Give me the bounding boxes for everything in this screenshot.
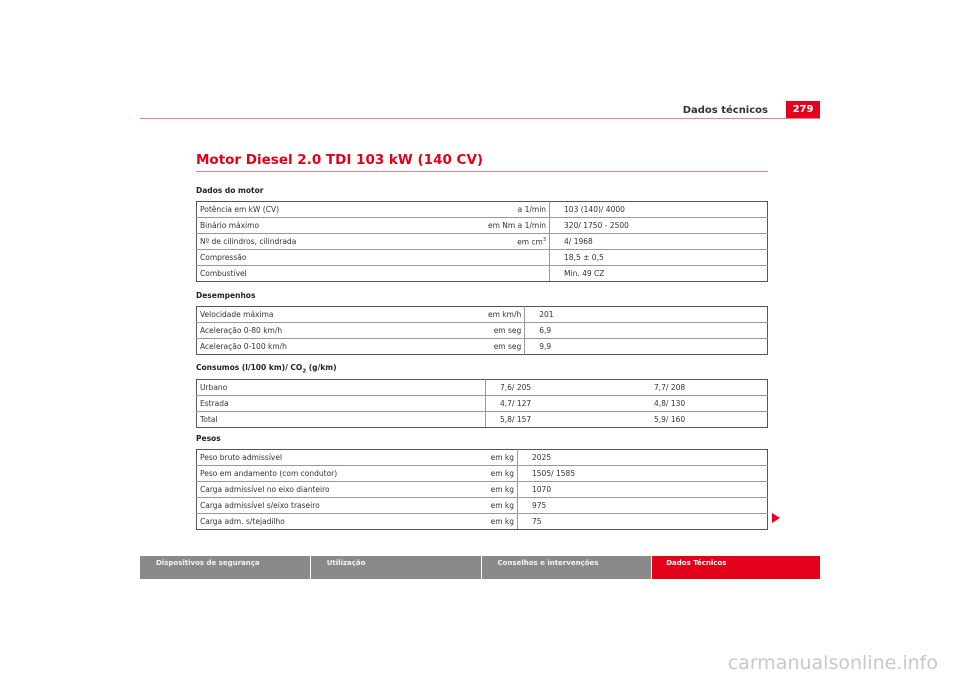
header-divider (140, 118, 820, 119)
row-value: 1070 (518, 482, 768, 498)
section-heading-consumption (196, 363, 337, 375)
table-row (197, 218, 768, 234)
row-value-a: 4,7/ 127 (486, 396, 641, 412)
row-unit-cell (485, 234, 550, 250)
table-row (197, 307, 768, 323)
heading-text: Consumos (l/100 km)/ CO (196, 363, 303, 372)
row-value: 103 (140)/ 4000 (550, 202, 768, 218)
tab-technical-data[interactable]: Dados Técnicos (652, 556, 820, 579)
row-value: 1505/ 1585 (518, 466, 768, 482)
row-unit: em cm (517, 237, 543, 247)
table-row (197, 234, 768, 250)
row-value: 6,9 (525, 323, 768, 339)
row-label: Peso em andamento (com condutor) (197, 466, 486, 482)
table-row (197, 482, 768, 498)
weights-table (196, 449, 768, 530)
footer-nav (140, 556, 820, 579)
consumption-table (196, 379, 768, 428)
watermark: carmanualsonline.info (727, 652, 938, 674)
table-row (197, 380, 768, 396)
table-row (197, 396, 768, 412)
table-row (197, 266, 768, 282)
table-row (197, 323, 768, 339)
table-row (197, 339, 768, 355)
performance-table (196, 306, 768, 355)
row-label: Compressão (197, 250, 486, 266)
row-unit: em seg (485, 339, 525, 355)
tab-advice-interventions[interactable]: Conselhos e intervenções (482, 556, 652, 579)
page-title: Motor Diesel 2.0 TDI 103 kW (140 CV) (196, 152, 484, 168)
table-row (197, 498, 768, 514)
row-unit: em kg (485, 466, 518, 482)
tab-safety-devices[interactable]: Dispositivos de segurança (140, 556, 310, 579)
header-section-title: Dados técnicos (682, 105, 768, 116)
row-value: 75 (518, 514, 768, 530)
row-label: Velocidade máxima (197, 307, 486, 323)
row-label: Combustível (197, 266, 486, 282)
row-unit (485, 250, 550, 266)
section-heading-performance: Desempenhos (196, 291, 256, 300)
row-unit (485, 266, 550, 282)
row-label: Carga admissível no eixo dianteiro (197, 482, 486, 498)
row-label: Aceleração 0-80 km/h (197, 323, 486, 339)
row-value: 18,5 ± 0,5 (550, 250, 768, 266)
row-label: Carga admissível s/eixo traseiro (197, 498, 486, 514)
table-row (197, 202, 768, 218)
row-value: 9,9 (525, 339, 768, 355)
row-value: 975 (518, 498, 768, 514)
table-row (197, 450, 768, 466)
page-number: 279 (786, 101, 820, 119)
section-heading-motor: Dados do motor (196, 186, 264, 195)
row-label: Aceleração 0-100 km/h (197, 339, 486, 355)
row-unit: em kg (485, 514, 518, 530)
row-value-b: 5,9/ 160 (640, 412, 768, 428)
row-label: Carga adm. s/tejadilho (197, 514, 486, 530)
section-heading-weights: Pesos (196, 434, 221, 443)
row-value: 2025 (518, 450, 768, 466)
row-value: 4/ 1968 (550, 234, 768, 250)
next-page-arrow-icon[interactable] (772, 513, 780, 523)
row-label: Potência em kW (CV) (197, 202, 486, 218)
row-unit: a 1/min (485, 202, 550, 218)
row-value-a: 5,8/ 157 (486, 412, 641, 428)
row-label: Urbano (197, 380, 486, 396)
heading-text: (g/km) (306, 363, 337, 372)
row-value-b: 4,8/ 130 (640, 396, 768, 412)
engine-data-table (196, 201, 768, 282)
row-value: 320/ 1750 - 2500 (550, 218, 768, 234)
tab-usage[interactable]: Utilização (311, 556, 481, 579)
row-unit: em kg (485, 482, 518, 498)
row-label: Peso bruto admissível (197, 450, 486, 466)
row-unit: em kg (485, 498, 518, 514)
table-row (197, 514, 768, 530)
row-label: Total (197, 412, 486, 428)
row-unit: em Nm a 1/min (485, 218, 550, 234)
row-unit: em kg (485, 450, 518, 466)
row-value-a: 7,6/ 205 (486, 380, 641, 396)
table-row (197, 466, 768, 482)
row-label: Binário máximo (197, 218, 486, 234)
row-value-b: 7,7/ 208 (640, 380, 768, 396)
title-divider (196, 171, 768, 172)
row-value: 201 (525, 307, 768, 323)
row-label: Estrada (197, 396, 486, 412)
table-row (197, 412, 768, 428)
row-label: Nº de cilindros, cilindrada (197, 234, 486, 250)
row-value: Min. 49 CZ (550, 266, 768, 282)
row-unit: em seg (485, 323, 525, 339)
table-row (197, 250, 768, 266)
row-unit: em km/h (485, 307, 525, 323)
heading-subscript: 2 (302, 368, 307, 375)
unit-superscript: 3 (542, 236, 547, 243)
